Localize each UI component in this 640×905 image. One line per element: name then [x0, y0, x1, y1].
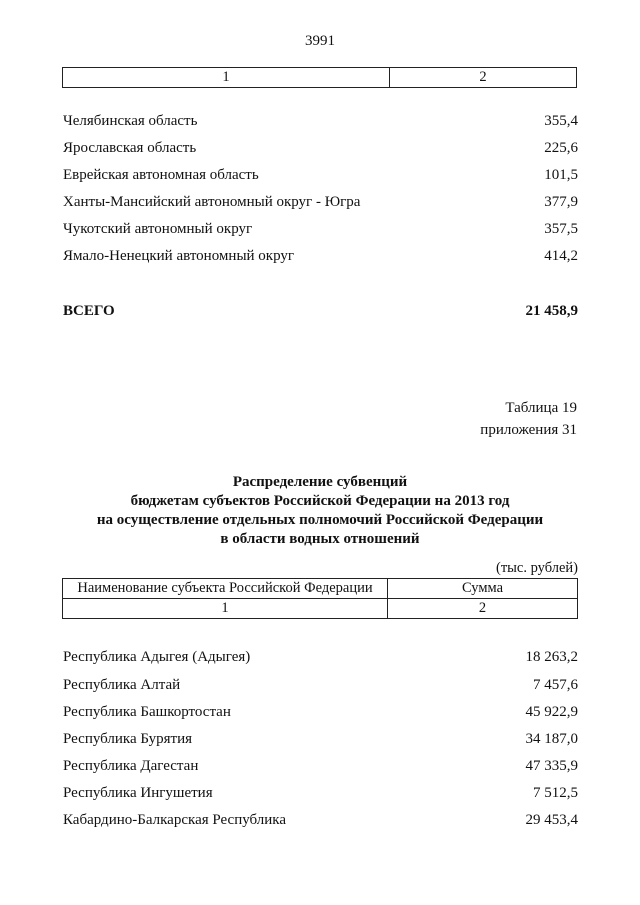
col-header-name: Наименование субъекта Российской Федерации [63, 579, 388, 599]
col-number-2: 2 [388, 599, 578, 619]
table-title-line-1: Распределение субвенций [232, 474, 408, 490]
table-row [63, 647, 578, 667]
table-row [63, 246, 578, 266]
region-value: 7 457,6 [533, 677, 578, 693]
col-header-sum: Сумма [388, 579, 578, 599]
region-name: Республика Алтай [63, 677, 181, 693]
col-number-1: 1 [63, 599, 388, 619]
units-label: (тыс. рублей) [496, 560, 578, 576]
region-name: Еврейская автономная область [63, 167, 259, 183]
table-number: Таблица 19 [505, 400, 577, 416]
region-name: Ярославская область [63, 140, 197, 156]
region-name: Республика Ингушетия [63, 785, 213, 801]
region-name: Республика Адыгея (Адыгея) [63, 649, 251, 665]
table-title-line-2: бюджетам субъектов Российской Федерации на 2013 год [130, 493, 510, 509]
region-name: Республика Дагестан [63, 758, 199, 774]
table-row [63, 165, 578, 185]
appendix-label: приложения 31 [480, 422, 577, 438]
table2-header [62, 578, 578, 619]
table-row [63, 192, 578, 212]
table-row [63, 219, 578, 239]
region-value: 225,6 [544, 140, 578, 156]
table-row [63, 675, 578, 695]
region-name: Ямало-Ненецкий автономный округ [63, 248, 295, 264]
region-name: Ханты-Мансийский автономный округ - Югра [63, 194, 361, 210]
table-title-line-3: на осуществление отдельных полномочий Российской Федерации [96, 512, 544, 528]
table-row [63, 111, 578, 131]
table1-col-1: 1 [63, 68, 390, 88]
region-value: 357,5 [544, 221, 578, 237]
region-value: 7 512,5 [533, 785, 578, 801]
table1-header [62, 67, 577, 88]
region-value: 34 187,0 [525, 731, 578, 747]
table-row [63, 783, 578, 803]
total-row [63, 301, 578, 321]
region-value: 29 453,4 [525, 812, 578, 828]
table-row [63, 729, 578, 749]
region-name: Республика Бурятия [63, 731, 193, 747]
table-row [63, 810, 578, 830]
page-number: 3991 [305, 33, 335, 49]
table1-col-2: 2 [390, 68, 577, 88]
table-row [63, 702, 578, 722]
table-row [63, 138, 578, 158]
table-row [63, 756, 578, 776]
region-value: 45 922,9 [525, 704, 578, 720]
total-label: ВСЕГО [63, 303, 115, 319]
region-name: Челябинская область [63, 113, 198, 129]
table-title-line-4: в области водных отношений [220, 531, 420, 547]
total-value: 21 458,9 [525, 303, 578, 319]
region-value: 377,9 [544, 194, 578, 210]
region-value: 18 263,2 [525, 649, 578, 665]
region-value: 47 335,9 [525, 758, 578, 774]
region-name: Кабардино-Балкарская Республика [63, 812, 287, 828]
region-name: Республика Башкортостан [63, 704, 231, 720]
region-name: Чукотский автономный округ [63, 221, 253, 237]
region-value: 355,4 [544, 113, 578, 129]
region-value: 101,5 [544, 167, 578, 183]
region-value: 414,2 [544, 248, 578, 264]
